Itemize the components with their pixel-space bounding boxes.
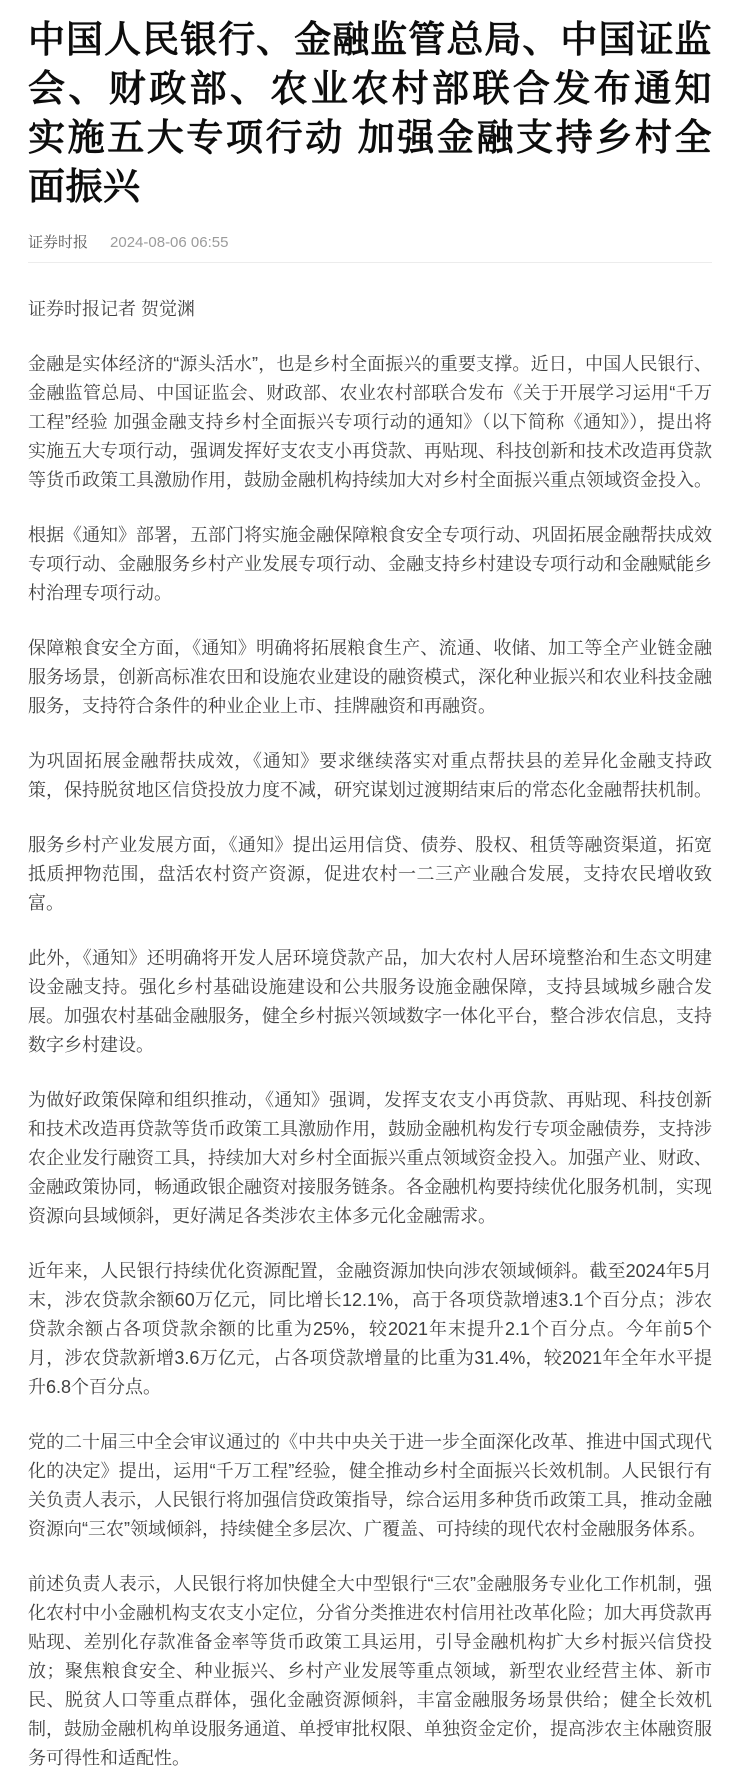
source-label: 证券时报: [28, 234, 89, 251]
article-paragraph: 金融是实体经济的“源头活水”，也是乡村全面振兴的重要支撑。近日，中国人民银行、金融监管总局、中国证监会、财政部、农业农村部联合发布《关于开展学习运用“千万工程”经验 加强金融支持乡村全面振兴专项行动的通知》（以下简称《通知》），提出将实施五大专项行动，强调发挥好支农支小再贷款、再贴现、科技创新和技术改造再贷款等货币政策工具激励作用，鼓励金融机构持续加大对乡村全面振兴重点领域资金投入。: [28, 354, 712, 490]
article-paragraph: 党的二十届三中全会审议通过的《中共中央关于进一步全面深化改革、推进中国式现代化的决定》提出，运用“千万工程”经验，健全推动乡村全面振兴长效机制。人民银行有关负责人表示，人民银行将加强信贷政策指导，综合运用多种货币政策工具，推动金融资源向“三农”领域倾斜，持续健全多层次、广覆盖、可持续的现代农村金融服务体系。: [28, 1432, 712, 1539]
meta-divider: [28, 262, 712, 263]
article-title: 中国人民银行、金融监管总局、中国证监会、财政部、农业农村部联合发布通知 实施五大专项行动 加强金融支持乡村全面振兴: [28, 19, 712, 207]
article-paragraph: 保障粮食安全方面，《通知》明确将拓展粮食生产、流通、收储、加工等全产业链金融服务场景，创新高标准农田和设施农业建设的融资模式，深化种业振兴和农业科技金融服务，支持符合条件的种业企业上市、挂牌融资和再融资。: [28, 638, 712, 716]
article-paragraph: 为做好政策保障和组织推动，《通知》强调，发挥支农支小再贷款、再贴现、科技创新和技术改造再贷款等货币政策工具激励作用，鼓励金融机构发行专项金融债券，支持涉农企业发行融资工具，持续加大对乡村全面振兴重点领域资金投入。加强产业、财政、金融政策协同，畅通政银企融资对接服务链条。各金融机构要持续优化服务机制，实现资源向县域倾斜，更好满足各类涉农主体多元化金融需求。: [28, 1090, 712, 1226]
publish-timestamp: 2024-08-06 06:55: [110, 234, 229, 251]
article-paragraph: 此外，《通知》还明确将开发人居环境贷款产品，加大农村人居环境整治和生态文明建设金融支持。强化乡村基础设施建设和公共服务设施金融保障，支持县域城乡融合发展。加强农村基础金融服务，健全乡村振兴领域数字一体化平台，整合涉农信息，支持数字乡村建设。: [28, 948, 712, 1055]
article-paragraph: 根据《通知》部署，五部门将实施金融保障粮食安全专项行动、巩固拓展金融帮扶成效专项行动、金融服务乡村产业发展专项行动、金融支持乡村建设专项行动和金融赋能乡村治理专项行动。: [28, 525, 712, 603]
article-meta: [28, 233, 712, 253]
article-paragraph: 前述负责人表示，人民银行将加快健全大中型银行“三农”金融服务专业化工作机制，强化农村中小金融机构支农支小定位，分省分类推进农村信用社改革化险；加大再贷款再贴现、差别化存款准备金率等货币政策工具运用，引导金融机构扩大乡村振兴信贷投放；聚焦粮食安全、种业振兴、乡村产业发展等重点领域，新型农业经营主体、新市民、脱贫人口等重点群体，强化金融资源倾斜，丰富金融服务场景供给；健全长效机制，鼓励金融机构单设服务通道、单授审批权限、单独资金定价，提高涉农主体融资服务可得性和适配性。: [28, 1574, 712, 1768]
article-paragraph: 为巩固拓展金融帮扶成效，《通知》要求继续落实对重点帮扶县的差异化金融支持政策，保持脱贫地区信贷投放力度不减，研究谋划过渡期结束后的常态化金融帮扶机制。: [28, 751, 712, 800]
article-paragraph: 近年来，人民银行持续优化资源配置，金融资源加快向涉农领域倾斜。截至2024年5月末，涉农贷款余额60万亿元，同比增长12.1%，高于各项贷款增速3.1个百分点；涉农贷款余额占各项贷款余额的比重为25%，较2021年末提升2.1个百分点。今年前5个月，涉农贷款新增3.6万亿元，占各项贷款增量的比重为31.4%，较2021年全年水平提升6.8个百分点。: [28, 1261, 712, 1397]
article-body: [28, 350, 712, 1773]
article-paragraph: 服务乡村产业发展方面，《通知》提出运用信贷、债券、股权、租赁等融资渠道，拓宽抵质押物范围，盘活农村资产资源，促进农村一二三产业融合发展，支持农民增收致富。: [28, 835, 712, 913]
byline: 证券时报记者 贺觉渊: [28, 299, 196, 319]
